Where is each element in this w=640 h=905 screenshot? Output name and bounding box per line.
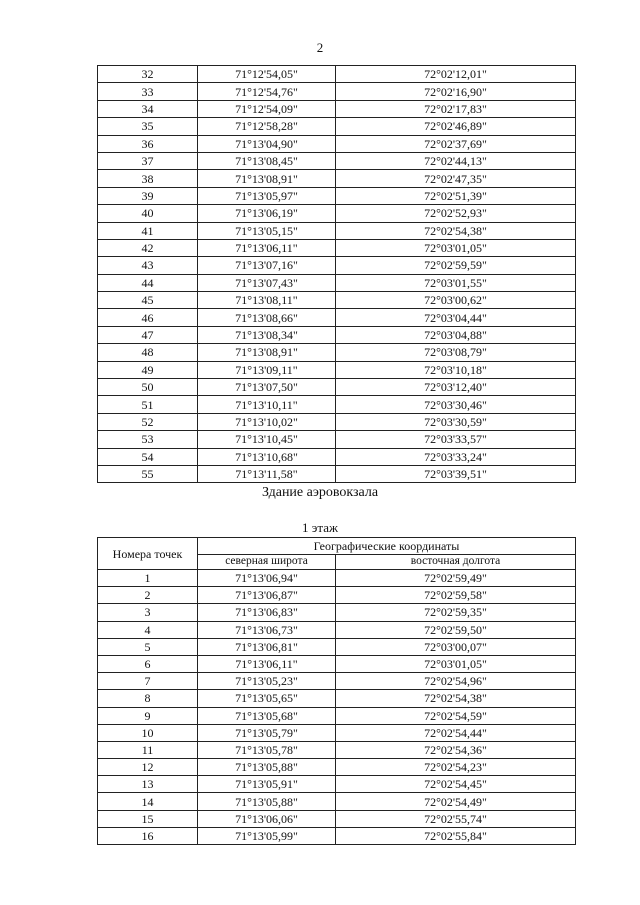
- longitude-cell: 72°02'59,58": [336, 587, 576, 604]
- floor-title: 1 этаж: [302, 520, 338, 535]
- longitude-cell: 72°02'54,36": [336, 741, 576, 758]
- latitude-cell: 71°13'05,91": [198, 776, 336, 793]
- longitude-cell: 72°02'12,01": [336, 66, 576, 83]
- table-row: [98, 793, 576, 810]
- point-number-cell: 9: [98, 707, 198, 724]
- table-row: [98, 413, 576, 430]
- header-geo-coordinates: Географические координаты: [198, 538, 576, 555]
- point-number-cell: 8: [98, 690, 198, 707]
- longitude-cell: 72°03'04,44": [336, 309, 576, 326]
- latitude-cell: 71°12'54,09": [198, 100, 336, 117]
- longitude-cell: 72°02'59,49": [336, 570, 576, 587]
- longitude-cell: 72°02'52,93": [336, 205, 576, 222]
- latitude-cell: 71°13'11,58": [198, 465, 336, 482]
- point-number-cell: 43: [98, 257, 198, 274]
- latitude-cell: 71°13'08,66": [198, 309, 336, 326]
- table-row: [98, 810, 576, 827]
- latitude-cell: 71°13'08,11": [198, 292, 336, 309]
- latitude-cell: 71°13'06,94": [198, 570, 336, 587]
- latitude-cell: 71°13'06,11": [198, 655, 336, 672]
- table-row: [98, 776, 576, 793]
- longitude-cell: 72°02'54,49": [336, 793, 576, 810]
- page-number: 2: [316, 40, 324, 55]
- table-row: [98, 344, 576, 361]
- latitude-cell: 71°13'05,15": [198, 222, 336, 239]
- table-row: [98, 448, 576, 465]
- point-number-cell: 7: [98, 673, 198, 690]
- point-number-cell: 40: [98, 205, 198, 222]
- point-number-cell: 1: [98, 570, 198, 587]
- longitude-cell: 72°02'46,89": [336, 118, 576, 135]
- point-number-cell: 16: [98, 827, 198, 844]
- point-number-cell: 46: [98, 309, 198, 326]
- point-number-cell: 50: [98, 379, 198, 396]
- point-number-cell: 41: [98, 222, 198, 239]
- point-number-cell: 55: [98, 465, 198, 482]
- longitude-cell: 72°03'00,62": [336, 292, 576, 309]
- terminal-coordinates-table: [97, 537, 576, 845]
- table-row: [98, 707, 576, 724]
- latitude-cell: 71°13'06,87": [198, 587, 336, 604]
- table-row: [98, 741, 576, 758]
- latitude-cell: 71°13'06,73": [198, 621, 336, 638]
- latitude-cell: 71°13'05,79": [198, 724, 336, 741]
- longitude-cell: 72°02'37,69": [336, 135, 576, 152]
- latitude-cell: 71°13'04,90": [198, 135, 336, 152]
- latitude-cell: 71°13'08,91": [198, 344, 336, 361]
- table-row: [98, 187, 576, 204]
- point-number-cell: 34: [98, 100, 198, 117]
- longitude-cell: 72°03'12,40": [336, 379, 576, 396]
- longitude-cell: 72°02'54,96": [336, 673, 576, 690]
- point-number-cell: 38: [98, 170, 198, 187]
- latitude-cell: 71°13'07,16": [198, 257, 336, 274]
- table-row: [98, 239, 576, 256]
- table-row: [98, 326, 576, 343]
- latitude-cell: 71°13'05,88": [198, 759, 336, 776]
- longitude-cell: 72°03'30,46": [336, 396, 576, 413]
- section-title: Здание аэровокзала: [261, 485, 379, 500]
- latitude-cell: 71°13'06,83": [198, 604, 336, 621]
- longitude-cell: 72°03'33,24": [336, 448, 576, 465]
- latitude-cell: 71°13'05,23": [198, 673, 336, 690]
- table-row: [98, 83, 576, 100]
- latitude-cell: 71°13'05,68": [198, 707, 336, 724]
- latitude-cell: 71°13'05,99": [198, 827, 336, 844]
- table-row: [98, 465, 576, 482]
- table-row: [98, 66, 576, 83]
- point-number-cell: 45: [98, 292, 198, 309]
- longitude-cell: 72°03'10,18": [336, 361, 576, 378]
- point-number-cell: 10: [98, 724, 198, 741]
- table-row: [98, 379, 576, 396]
- point-number-cell: 12: [98, 759, 198, 776]
- table-row: [98, 396, 576, 413]
- latitude-cell: 71°13'06,19": [198, 205, 336, 222]
- point-number-cell: 4: [98, 621, 198, 638]
- longitude-cell: 72°02'54,44": [336, 724, 576, 741]
- table-row: [98, 274, 576, 291]
- latitude-cell: 71°13'07,43": [198, 274, 336, 291]
- point-number-cell: 44: [98, 274, 198, 291]
- point-number-cell: 52: [98, 413, 198, 430]
- coordinates-table-body: [98, 66, 576, 483]
- longitude-cell: 72°02'59,50": [336, 621, 576, 638]
- table-row: [98, 292, 576, 309]
- point-number-cell: 49: [98, 361, 198, 378]
- latitude-cell: 71°13'05,65": [198, 690, 336, 707]
- longitude-cell: 72°03'01,05": [336, 655, 576, 672]
- table-row: [98, 118, 576, 135]
- longitude-cell: 72°02'47,35": [336, 170, 576, 187]
- point-number-cell: 42: [98, 239, 198, 256]
- latitude-cell: 71°13'05,88": [198, 793, 336, 810]
- latitude-cell: 71°13'06,81": [198, 638, 336, 655]
- longitude-cell: 72°03'01,55": [336, 274, 576, 291]
- latitude-cell: 71°13'05,97": [198, 187, 336, 204]
- longitude-cell: 72°02'54,45": [336, 776, 576, 793]
- point-number-cell: 47: [98, 326, 198, 343]
- table-row: [98, 724, 576, 741]
- latitude-cell: 71°13'06,06": [198, 810, 336, 827]
- table-row: [98, 759, 576, 776]
- longitude-cell: 72°02'51,39": [336, 187, 576, 204]
- table-row: [98, 257, 576, 274]
- longitude-cell: 72°02'16,90": [336, 83, 576, 100]
- latitude-cell: 71°13'09,11": [198, 361, 336, 378]
- point-number-cell: 6: [98, 655, 198, 672]
- latitude-cell: 71°13'06,11": [198, 239, 336, 256]
- point-number-cell: 11: [98, 741, 198, 758]
- point-number-cell: 13: [98, 776, 198, 793]
- longitude-cell: 72°03'39,51": [336, 465, 576, 482]
- table-row: [98, 100, 576, 117]
- latitude-cell: 71°13'10,45": [198, 431, 336, 448]
- table-row: [98, 222, 576, 239]
- latitude-cell: 71°13'10,11": [198, 396, 336, 413]
- table-row: [98, 827, 576, 844]
- table-row: [98, 205, 576, 222]
- table-row: [98, 361, 576, 378]
- latitude-cell: 71°13'10,02": [198, 413, 336, 430]
- latitude-cell: 71°13'08,45": [198, 152, 336, 169]
- table-row: [98, 638, 576, 655]
- latitude-cell: 71°12'54,05": [198, 66, 336, 83]
- header-point-numbers: Номера точек: [98, 538, 198, 570]
- longitude-cell: 72°03'33,57": [336, 431, 576, 448]
- longitude-cell: 72°03'01,05": [336, 239, 576, 256]
- point-number-cell: 54: [98, 448, 198, 465]
- table-row: [98, 655, 576, 672]
- longitude-cell: 72°02'54,38": [336, 222, 576, 239]
- table-row: [98, 621, 576, 638]
- point-number-cell: 36: [98, 135, 198, 152]
- point-number-cell: 15: [98, 810, 198, 827]
- table-row: [98, 152, 576, 169]
- latitude-cell: 71°13'05,78": [198, 741, 336, 758]
- longitude-cell: 72°02'17,83": [336, 100, 576, 117]
- header-latitude: северная широта: [198, 555, 336, 570]
- latitude-cell: 71°13'08,91": [198, 170, 336, 187]
- latitude-cell: 71°13'08,34": [198, 326, 336, 343]
- longitude-cell: 72°03'08,79": [336, 344, 576, 361]
- table-row: [98, 587, 576, 604]
- point-number-cell: 33: [98, 83, 198, 100]
- point-number-cell: 37: [98, 152, 198, 169]
- latitude-cell: 71°13'10,68": [198, 448, 336, 465]
- point-number-cell: 14: [98, 793, 198, 810]
- longitude-cell: 72°02'44,13": [336, 152, 576, 169]
- longitude-cell: 72°03'00,07": [336, 638, 576, 655]
- table-row: [98, 170, 576, 187]
- table-row: [98, 431, 576, 448]
- point-number-cell: 5: [98, 638, 198, 655]
- table-header: [98, 538, 576, 570]
- table-row: [98, 309, 576, 326]
- table-row: [98, 604, 576, 621]
- table-row: [98, 690, 576, 707]
- point-number-cell: 2: [98, 587, 198, 604]
- longitude-cell: 72°03'30,59": [336, 413, 576, 430]
- longitude-cell: 72°03'04,88": [336, 326, 576, 343]
- longitude-cell: 72°02'55,84": [336, 827, 576, 844]
- point-number-cell: 51: [98, 396, 198, 413]
- longitude-cell: 72°02'59,35": [336, 604, 576, 621]
- table-row: [98, 570, 576, 587]
- longitude-cell: 72°02'54,23": [336, 759, 576, 776]
- latitude-cell: 71°13'07,50": [198, 379, 336, 396]
- header-longitude: восточная долгота: [336, 555, 576, 570]
- point-number-cell: 3: [98, 604, 198, 621]
- point-number-cell: 35: [98, 118, 198, 135]
- longitude-cell: 72°02'54,59": [336, 707, 576, 724]
- latitude-cell: 71°12'54,76": [198, 83, 336, 100]
- point-number-cell: 32: [98, 66, 198, 83]
- coordinates-table-continued: [97, 65, 576, 483]
- point-number-cell: 39: [98, 187, 198, 204]
- point-number-cell: 48: [98, 344, 198, 361]
- longitude-cell: 72°02'54,38": [336, 690, 576, 707]
- longitude-cell: 72°02'59,59": [336, 257, 576, 274]
- terminal-table-body: [98, 570, 576, 845]
- latitude-cell: 71°12'58,28": [198, 118, 336, 135]
- longitude-cell: 72°02'55,74": [336, 810, 576, 827]
- table-row: [98, 673, 576, 690]
- point-number-cell: 53: [98, 431, 198, 448]
- table-row: [98, 135, 576, 152]
